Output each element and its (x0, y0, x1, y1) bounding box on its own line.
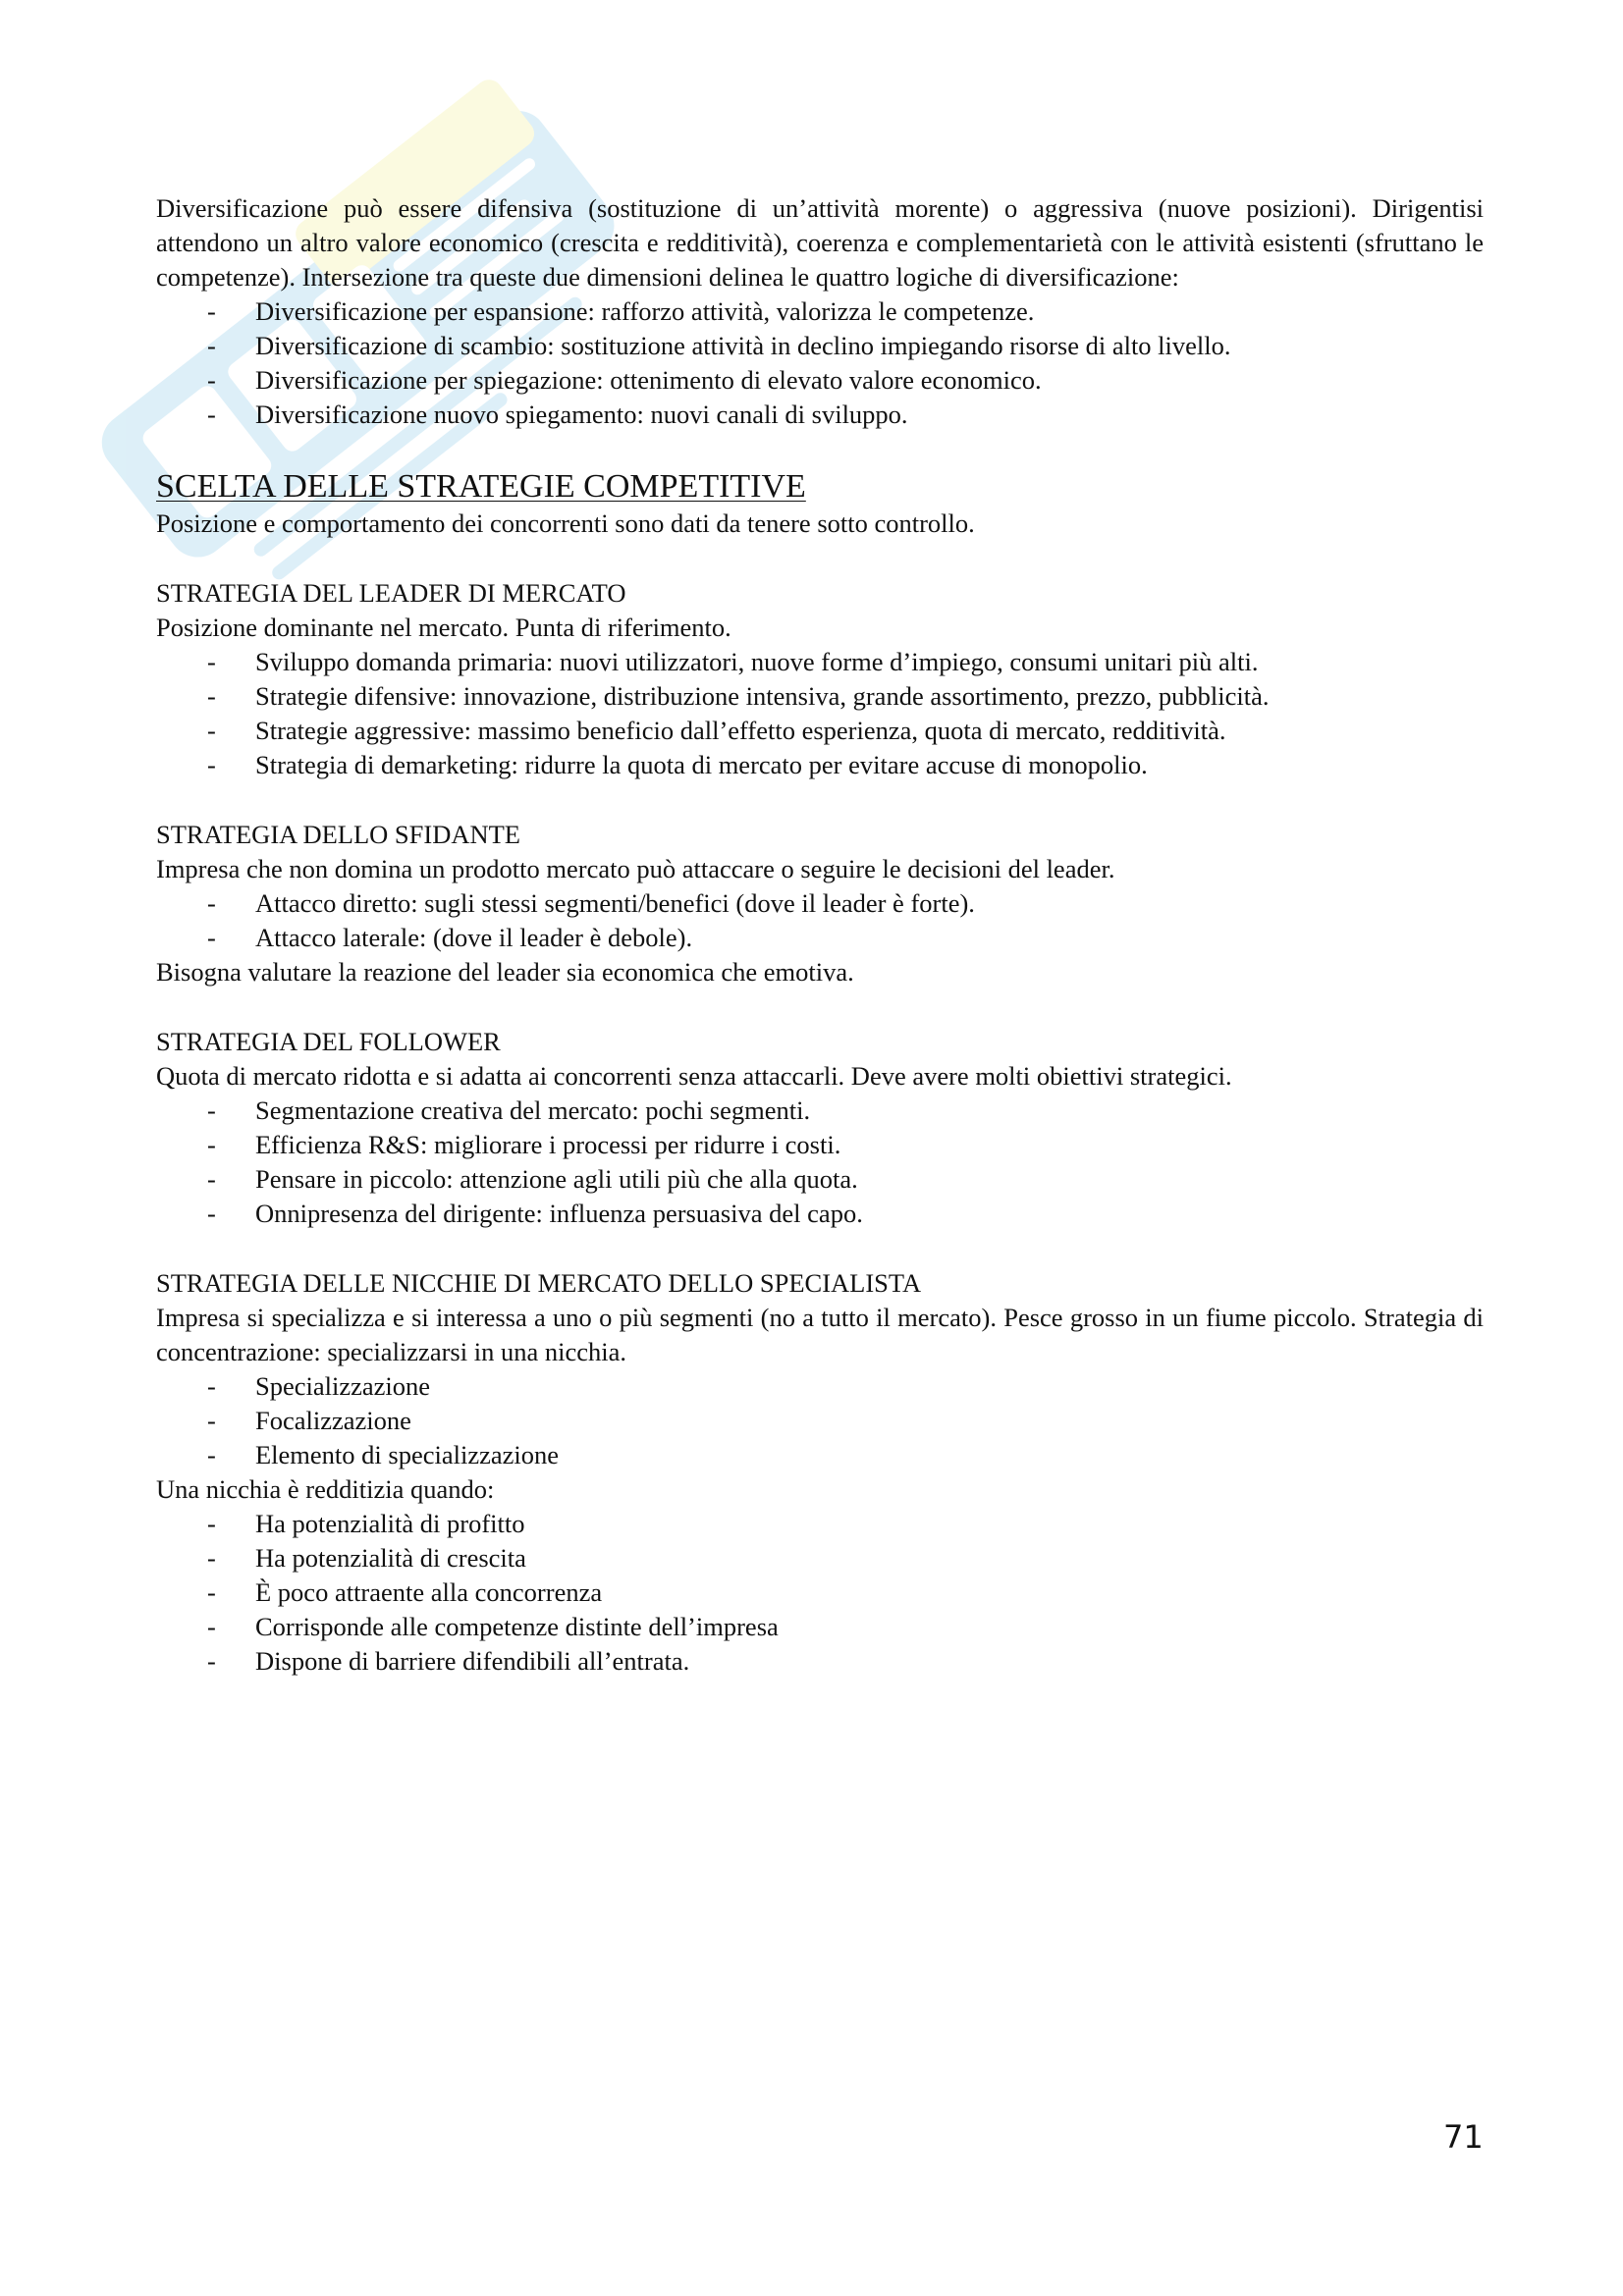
follower-list (156, 1094, 1484, 1231)
list-item: - Pensare in piccolo: attenzione agli utili più che alla quota. (156, 1162, 1484, 1197)
list-item: - Strategie difensive: innovazione, distribuzione intensiva, grande assortimento, prezzo, pubblicità. (156, 679, 1484, 714)
list-item: - Efficienza R&S: migliorare i processi per ridurre i costi. (156, 1128, 1484, 1162)
list-item: - Diversificazione per spiegazione: ottenimento di elevato valore economico. (156, 363, 1484, 398)
list-item: - Ha potenzialità di profitto (156, 1507, 1484, 1541)
nicchie-redditizia-list (156, 1507, 1484, 1679)
list-item: - Attacco laterale: (dove il leader è debole). (156, 921, 1484, 955)
sfidante-text: Impresa che non domina un prodotto mercato può attaccare o seguire le decisioni del leader. (156, 854, 1115, 883)
list-item: - È poco attraente alla concorrenza (156, 1575, 1484, 1610)
sfidante-closing: Bisogna valutare la reazione del leader sia economica che emotiva. (156, 957, 854, 987)
list-item: - Elemento di specializzazione (156, 1438, 1484, 1472)
nicchie-text: Impresa si specializza e si interessa a uno o più segmenti (no a tutto il mercato). Pesce grosso in un fiume piccolo. Strategia di concentrazione: specializzarsi in una nicchia. (156, 1303, 1484, 1366)
list-item: - Ha potenzialità di crescita (156, 1541, 1484, 1575)
follower-heading: STRATEGIA DEL FOLLOWER (156, 1027, 501, 1056)
leader-list (156, 645, 1484, 782)
list-item: - Onnipresenza del dirigente: influenza persuasiva del capo. (156, 1197, 1484, 1231)
follower-text: Quota di mercato ridotta e si adatta ai concorrenti senza attaccarli. Deve avere molti obiettivi strategici. (156, 1061, 1232, 1091)
list-item: - Segmentazione creativa del mercato: pochi segmenti. (156, 1094, 1484, 1128)
list-item: - Focalizzazione (156, 1404, 1484, 1438)
section-heading: SCELTA DELLE STRATEGIE COMPETITIVE (156, 468, 806, 505)
list-item: - Strategie aggressive: massimo beneficio dall’effetto esperienza, quota di mercato, redditività. (156, 714, 1484, 748)
sfidante-list (156, 886, 1484, 955)
sfidante-heading: STRATEGIA DELLO SFIDANTE (156, 820, 520, 849)
intro-paragraph: Diversificazione può essere difensiva (sostituzione di un’attività morente) o aggressiva (nuove posizioni). Dirigentisi attendono un altro valore economico (crescita e redditività), coerenza e complementarietà con le attività esistenti (sfruttano le competenze). Intersezione tra queste due dimensioni delinea le quattro logiche di diversificazione: (156, 193, 1484, 292)
nicchie-redditizia-intro: Una nicchia è redditizia quando: (156, 1474, 495, 1504)
diversification-list (156, 294, 1484, 432)
list-item: - Diversificazione nuovo spiegamento: nuovi canali di sviluppo. (156, 398, 1484, 432)
list-item: - Attacco diretto: sugli stessi segmenti/benefici (dove il leader è forte). (156, 886, 1484, 921)
page-number: 71 (1443, 2118, 1484, 2156)
list-item: - Specializzazione (156, 1369, 1484, 1404)
leader-text: Posizione dominante nel mercato. Punta di riferimento. (156, 613, 731, 642)
list-item: - Strategia di demarketing: ridurre la quota di mercato per evitare accuse di monopolio. (156, 748, 1484, 782)
nicchie-heading: STRATEGIA DELLE NICCHIE DI MERCATO DELLO SPECIALISTA (156, 1268, 922, 1298)
nicchie-list (156, 1369, 1484, 1472)
section-intro: Posizione e comportamento dei concorrenti sono dati da tenere sotto controllo. (156, 508, 975, 538)
list-item: - Sviluppo domanda primaria: nuovi utilizzatori, nuove forme d’impiego, consumi unitari più alti. (156, 645, 1484, 679)
page-content (156, 191, 1484, 1679)
list-item: - Dispone di barriere difendibili all’entrata. (156, 1644, 1484, 1679)
list-item: - Diversificazione di scambio: sostituzione attività in declino impiegando risorse di alto livello. (156, 329, 1484, 363)
leader-heading: STRATEGIA DEL LEADER DI MERCATO (156, 578, 626, 608)
list-item: - Diversificazione per espansione: rafforzo attività, valorizza le competenze. (156, 294, 1484, 329)
list-item: - Corrisponde alle competenze distinte dell’impresa (156, 1610, 1484, 1644)
